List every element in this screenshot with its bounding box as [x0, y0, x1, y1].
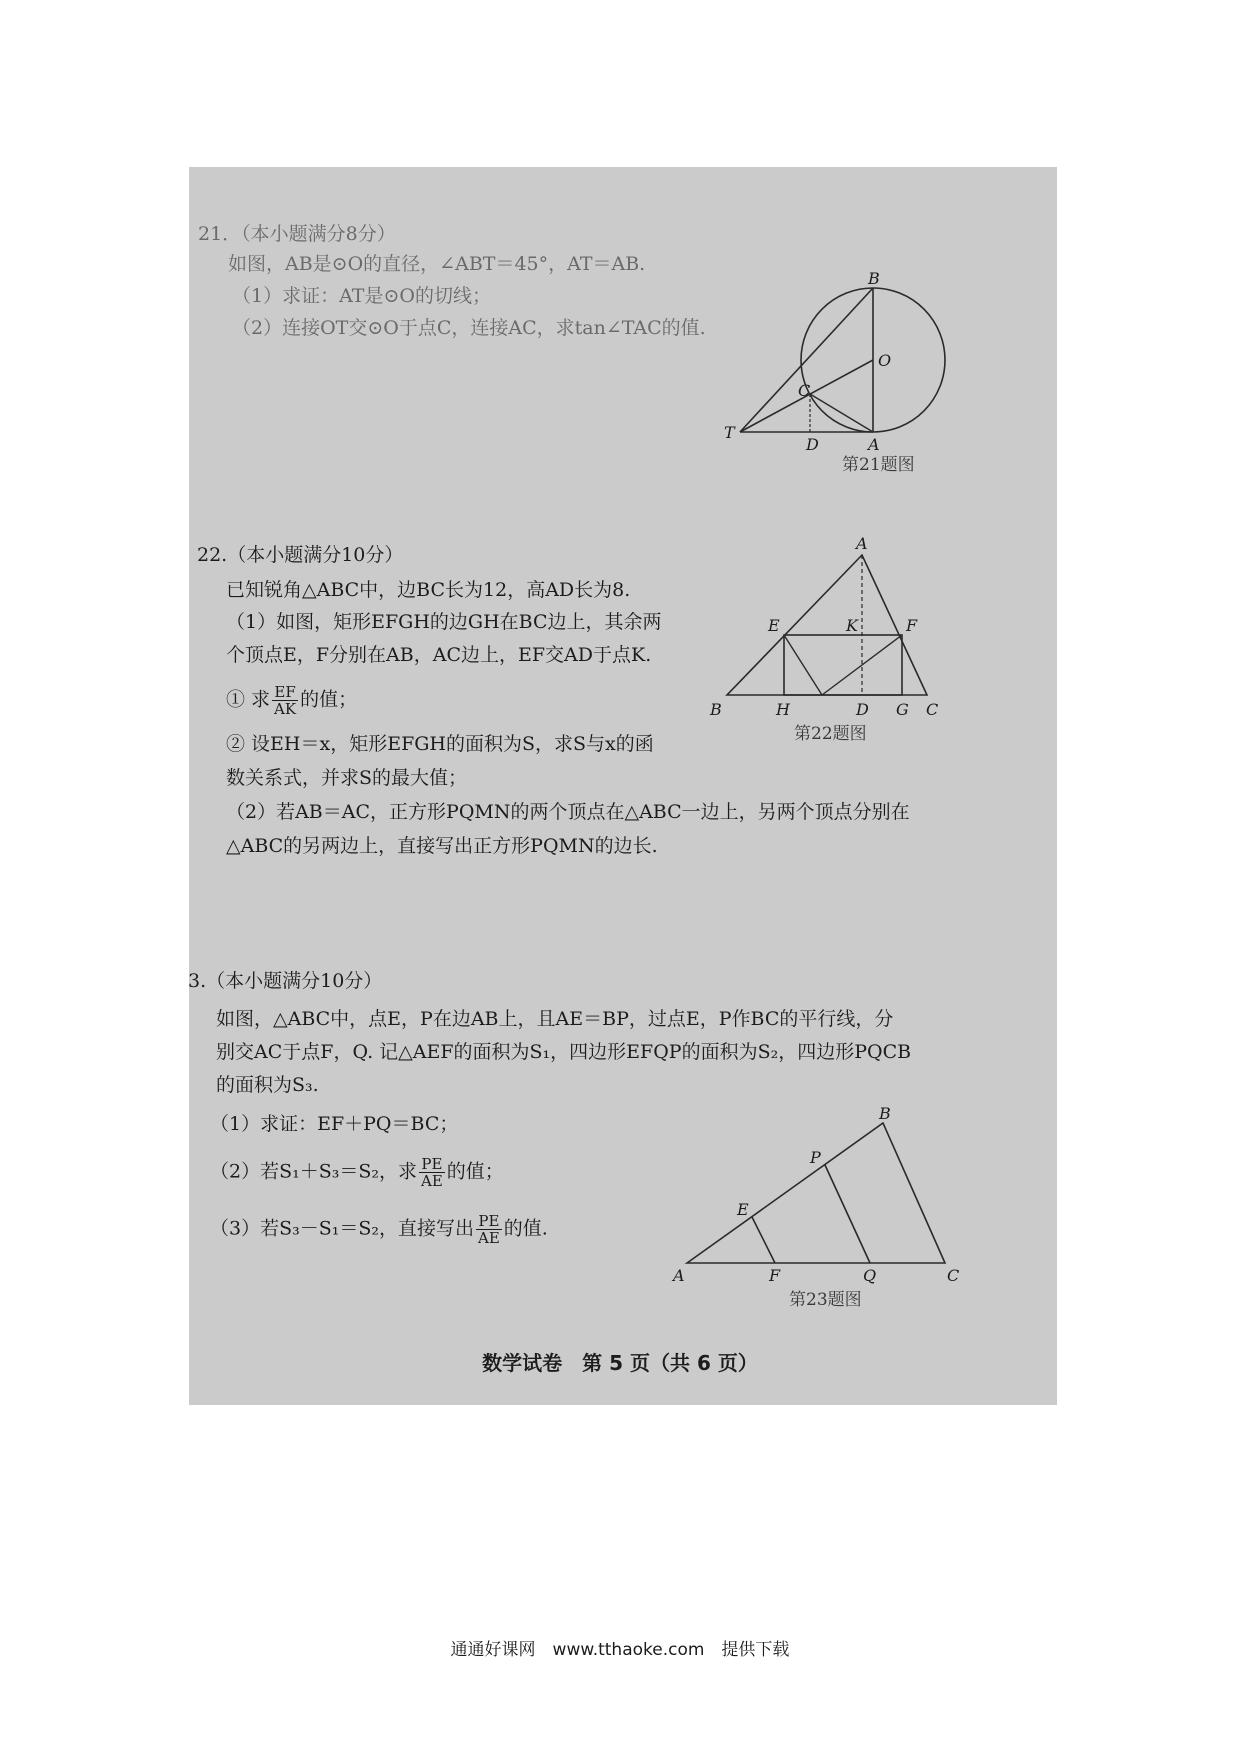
q23-header: 3.（本小题满分10分） [188, 970, 383, 992]
q21-label-b: B [868, 270, 880, 288]
q23-q2-prefix: （2）若S₁＋S₃＝S₂，求 [210, 1160, 417, 1183]
q22-label-c: C [926, 700, 939, 719]
q22-label-k: K [846, 616, 858, 635]
q21-label-a: A [868, 435, 880, 454]
q22-label-g: G [896, 700, 909, 719]
q22-caption: 第22题图 [794, 724, 867, 744]
q22-label-a: A [856, 535, 868, 553]
q23-label-q: Q [863, 1266, 877, 1285]
q23-q2-frac-den: AE [421, 1172, 443, 1190]
q22-line7: （2）若AB＝AC，正方形PQMN的两个顶点在△ABC一边上，另两个顶点分别在 [226, 801, 910, 823]
q21-figure [700, 270, 960, 480]
q21-line3: （2）连接OT交⊙O于点C，连接AC，求tan∠TAC的值. [232, 317, 706, 339]
q22-line3: 个顶点E，F分别在AB，AC边上，EF交AD于点K. [226, 644, 652, 666]
q23-line4: （1）求证：EF＋PQ＝BC； [210, 1113, 459, 1135]
q22-frac-num: EF [272, 684, 298, 701]
q22-diagonal [784, 635, 822, 695]
q21-caption: 第21题图 [842, 455, 915, 475]
q23-line2: 别交AC于点F，Q. 记△AEF的面积为S₁，四边形EFQP的面积为S₂，四边形PQCB [216, 1041, 912, 1063]
q22-rectangle-efgh [784, 635, 902, 695]
q22-label-f: F [906, 616, 918, 635]
q23-label-p: P [810, 1148, 821, 1167]
q22-line8: △ABC的另两边上，直接写出正方形PQMN的边长. [226, 835, 658, 857]
q23-caption: 第23题图 [789, 1290, 862, 1310]
q21-header: 21．（本小题满分8分） [198, 223, 396, 245]
q23-label-a: A [673, 1266, 685, 1285]
q23-q3-suffix: 的值. [503, 1217, 548, 1240]
q21-segment-tb [740, 288, 873, 432]
q23-label-f: F [769, 1266, 781, 1285]
q23-line3: 的面积为S₃. [216, 1074, 319, 1096]
q23-q3-prefix: （3）若S₃－S₁＝S₂，直接写出 [210, 1217, 474, 1240]
q23-q3 [210, 1213, 548, 1246]
q23-q2-fraction [419, 1156, 445, 1189]
q21-line2: （1）求证：AT是⊙O的切线； [232, 285, 491, 307]
q23-label-b: B [879, 1105, 891, 1123]
q22-q1 [226, 684, 357, 717]
q23-figure [665, 1105, 970, 1330]
q23-q2-suffix: 的值； [446, 1160, 504, 1183]
q23-q2 [210, 1156, 504, 1189]
q23-q3-frac-den: AE [478, 1229, 500, 1247]
q22-label-b: B [710, 700, 722, 719]
q22-frac-den: AK [274, 700, 297, 718]
q22-label-h: H [776, 700, 790, 719]
q23-q3-frac-num: PE [476, 1213, 502, 1230]
q22-line2: （1）如图，矩形EFGH的边GH在BC边上，其余两 [226, 611, 662, 633]
q23-segment-pq [825, 1165, 870, 1263]
q23-line1: 如图，△ABC中，点E，P在边AB上，且AE＝BP，过点E，P作BC的平行线，分 [216, 1008, 894, 1030]
q22-figure [702, 535, 952, 750]
q23-q2-frac-num: PE [419, 1156, 445, 1173]
q23-label-e: E [737, 1200, 749, 1219]
q23-segment-ef [752, 1217, 775, 1263]
q22-q1-prefix: ① 求 [226, 688, 271, 711]
q21-segment-ca [810, 394, 873, 432]
q22-q1-suffix: 的值； [300, 688, 358, 711]
q21-label-t: T [724, 423, 735, 442]
q23-label-c: C [947, 1266, 960, 1285]
q22-diagonal-2 [822, 635, 902, 695]
site-credit: 通通好课网 www.tthaoke.com 提供下载 [450, 1640, 790, 1660]
page-number-footer: 数学试卷 第 5 页（共 6 页） [482, 1351, 758, 1375]
q23-triangle-abc [687, 1123, 945, 1263]
q21-line1: 如图，AB是⊙O的直径，∠ABT＝45°，AT＝AB. [228, 253, 646, 275]
q21-label-d: D [806, 435, 819, 454]
q21-label-o: O [878, 351, 892, 370]
q22-label-d: D [856, 700, 869, 719]
q22-header: 22.（本小题满分10分） [197, 544, 404, 566]
q21-label-c: C [798, 381, 811, 400]
q23-q3-fraction [476, 1213, 502, 1246]
q22-line5: ② 设EH＝x，矩形EFGH的面积为S，求S与x的函 [226, 733, 654, 755]
q22-line6: 数关系式，并求S的最大值； [226, 767, 468, 789]
q22-fraction [272, 684, 298, 717]
q22-label-e: E [768, 616, 780, 635]
q22-triangle-abc [727, 555, 927, 695]
q22-line1: 已知锐角△ABC中，边BC长为12，高AD长为8. [226, 579, 631, 601]
